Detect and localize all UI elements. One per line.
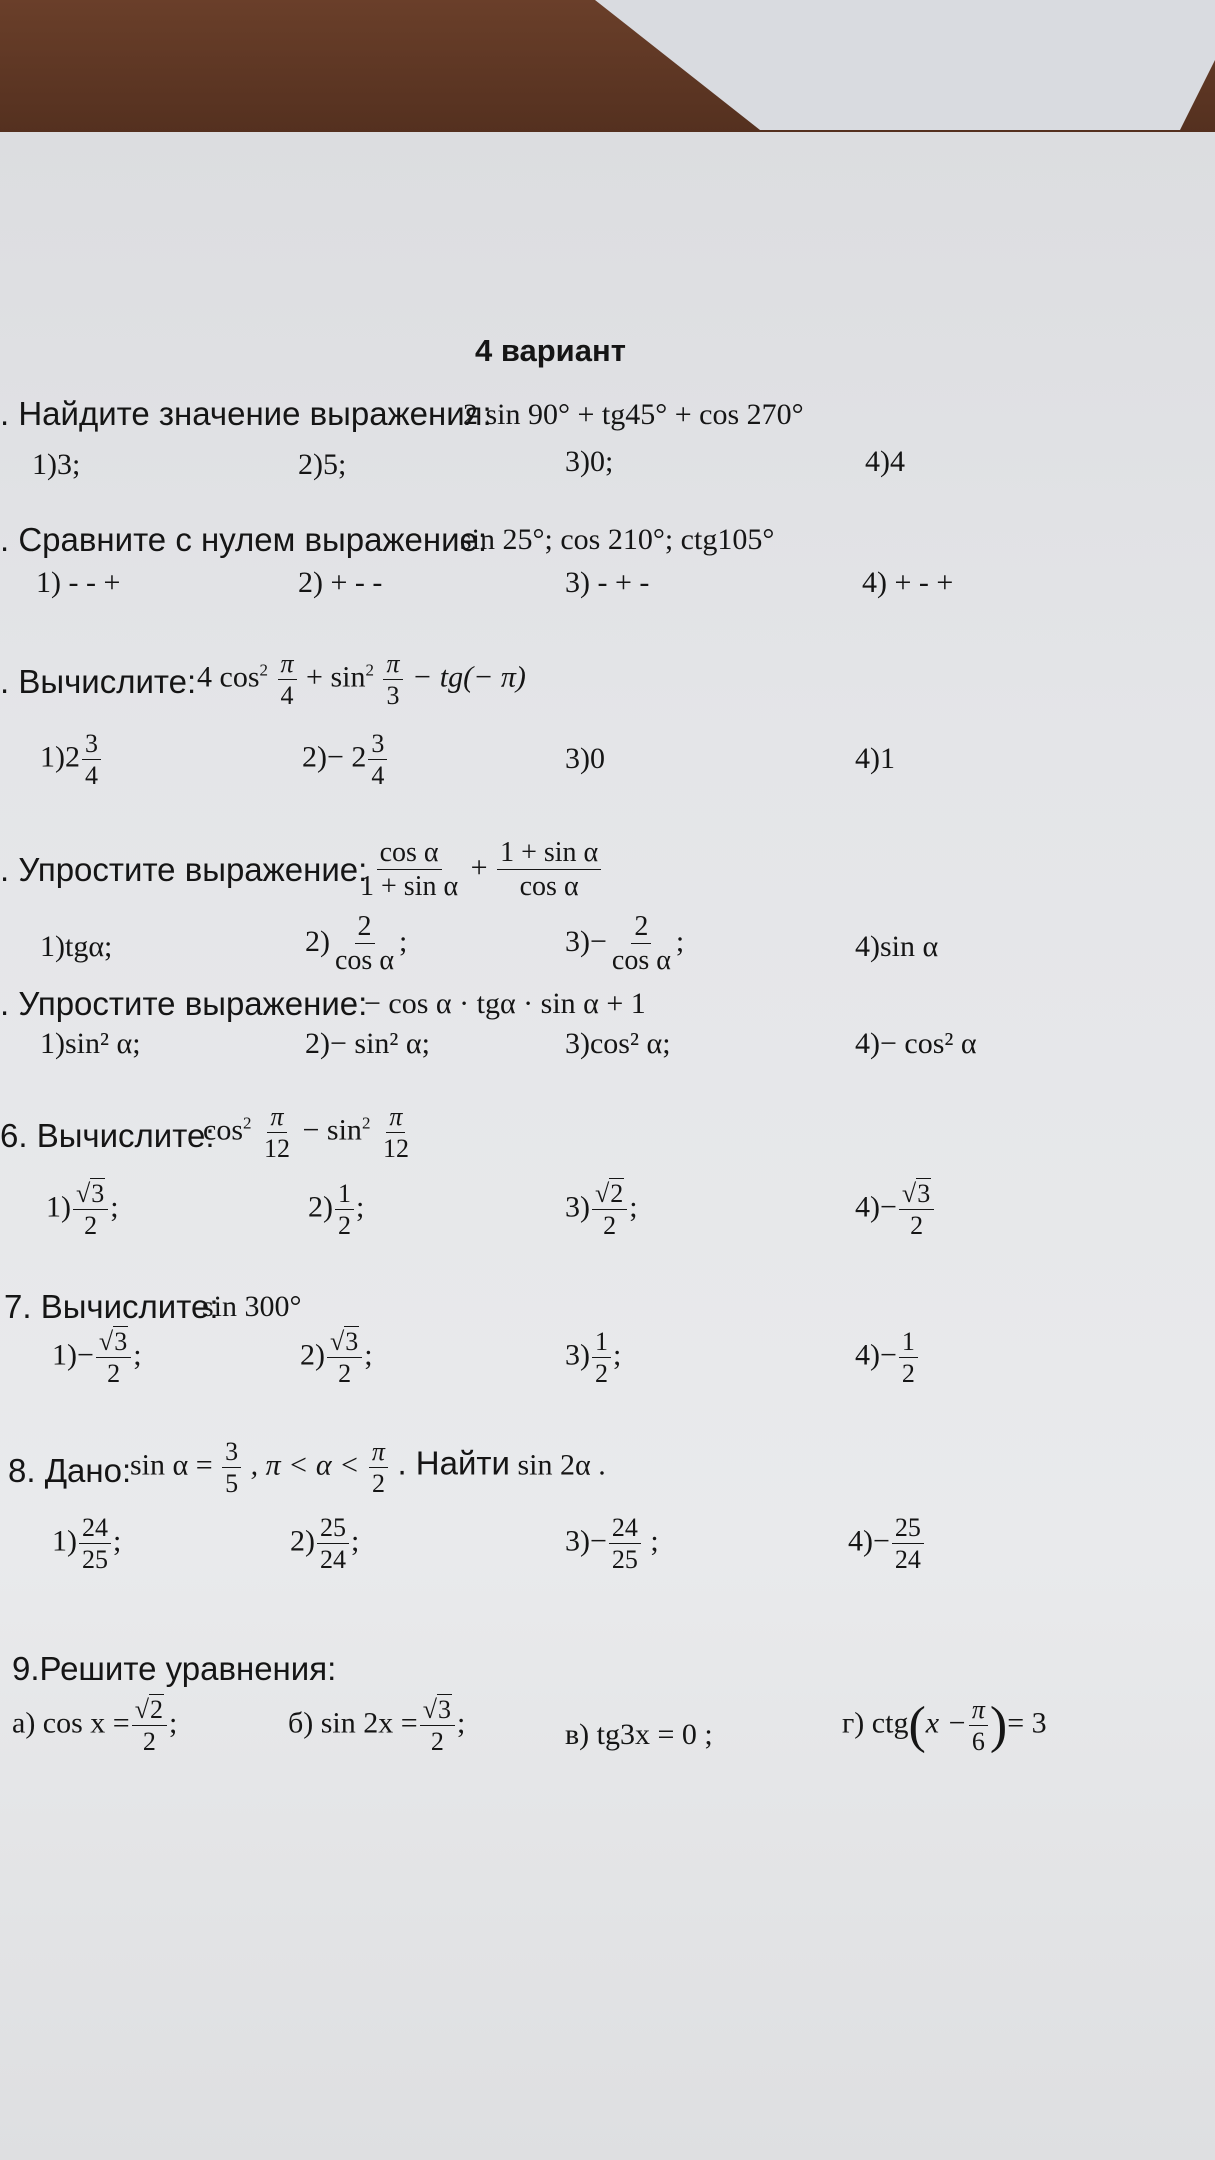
q6-option-1: 1) $\frac{√3}{2}$ ; bbox=[46, 1179, 119, 1241]
q3-option-2: 2)− 2 $\frac{3}{4}$ bbox=[302, 730, 389, 790]
q6-expression: $\cos^2$ $\frac{\pi}{12}$ − $\sin^2$ $\frac{\pi}{12}$ bbox=[203, 1102, 409, 1164]
variant-title: 4 вариант bbox=[475, 333, 626, 368]
pi-over-3: $\frac{\pi}{3}$ bbox=[383, 650, 402, 710]
q2-option-4: 4) + - + bbox=[862, 566, 954, 599]
q4-option-4: 4)sin α bbox=[855, 930, 939, 963]
q9-part-c: в) tg3x = 0 ; bbox=[565, 1718, 713, 1751]
q2-option-2: 2) + - - bbox=[298, 566, 383, 599]
q2-expression: sin 25°; cos 210°; ctg105° bbox=[460, 523, 775, 556]
q3-option-3: 3)0 bbox=[565, 742, 605, 775]
q3-expression: 4 $\cos^2$ $\frac{\pi}{4}$ + $\sin^2$ $\frac{\pi}{3}$ − tg(− π) bbox=[197, 649, 526, 711]
q1-option-4: 4)4 bbox=[865, 445, 905, 478]
q7-option-4: 4)− $\frac{1}{2}$ bbox=[855, 1328, 920, 1388]
q4-expression: $\frac{\text{cos α}}{\text{1 + sin α}}$ + $\frac{\text{1 + sin α}}{\text{cos α}}$ bbox=[355, 838, 603, 902]
q7-option-3: 3) $\frac{1}{2}$ ; bbox=[565, 1327, 622, 1389]
q8-expression: sin α = $\frac{3}{5}$ , π < α < $\frac{\pi}{2}$ . Найти sin 2α . bbox=[130, 1437, 606, 1499]
q5-option-3: 3)cos² α; bbox=[565, 1027, 671, 1060]
q6-option-2: 2) $\frac{1}{2}$ ; bbox=[308, 1179, 365, 1241]
q9-part-b: б) sin 2x = $\frac{√3}{2}$ ; bbox=[288, 1695, 466, 1757]
q1-option-3: 3)0; bbox=[565, 445, 614, 478]
q2-text: . Сравните с нулем выражение: bbox=[0, 521, 488, 558]
q5-expression: − cos α · tgα · sin α + 1 bbox=[364, 987, 646, 1020]
q5-option-1: 1)sin² α; bbox=[40, 1027, 141, 1060]
q3-option-4: 4)1 bbox=[855, 742, 895, 775]
q8-text: 8. Дано: bbox=[8, 1452, 132, 1489]
q8-option-2: 2) $\frac{25}{24}$ ; bbox=[290, 1513, 360, 1575]
q4-option-3: 3)− $\frac{2}{\text{cos α}}$ ; bbox=[565, 911, 685, 977]
q9-part-a: а) cos x = $\frac{√2}{2}$ ; bbox=[12, 1695, 178, 1757]
q1-option-1: 1)3; bbox=[32, 448, 81, 481]
q7-expression: sin 300° bbox=[202, 1290, 302, 1323]
q7-option-1: 1)− $\frac{√3}{2}$ ; bbox=[52, 1327, 142, 1389]
q9-text: 9.Решите уравнения: bbox=[12, 1650, 337, 1687]
q6-option-4: 4)− $\frac{√3}{2}$ bbox=[855, 1180, 936, 1240]
q4-option-2: 2) $\frac{2}{\text{cos α}}$ ; bbox=[305, 911, 408, 977]
q6-text: 6. Вычислите: bbox=[0, 1117, 215, 1154]
q1-expression: 2 sin 90° + tg45° + cos 270° bbox=[463, 398, 804, 431]
q3-option-1: 1)2 $\frac{3}{4}$ bbox=[40, 730, 103, 790]
pi-over-4: $\frac{\pi}{4}$ bbox=[278, 650, 297, 710]
q8-option-3: 3)− $\frac{24}{25}$ ; bbox=[565, 1513, 659, 1575]
q8-option-1: 1) $\frac{24}{25}$ ; bbox=[52, 1513, 122, 1575]
q3-text: . Вычислите: bbox=[0, 663, 197, 700]
q7-text: 7. Вычислите: bbox=[4, 1288, 219, 1325]
q6-option-3: 3) $\frac{√2}{2}$ ; bbox=[565, 1179, 638, 1241]
q5-option-4: 4)− cos² α bbox=[855, 1027, 977, 1060]
q9-part-d: г) ctg(x − $\frac{\pi}{6}$ )= 3 bbox=[842, 1695, 1047, 1757]
q4-text: . Упростите выражение: bbox=[0, 851, 368, 888]
q2-option-1: 1) - - + bbox=[36, 566, 121, 599]
q7-option-2: 2) $\frac{√3}{2}$ ; bbox=[300, 1327, 373, 1389]
q8-option-4: 4)− $\frac{25}{24}$ bbox=[848, 1514, 926, 1574]
q4-option-1: 1)tgα; bbox=[40, 930, 113, 963]
q5-text: . Упростите выражение: bbox=[0, 985, 368, 1022]
q1-option-2: 2)5; bbox=[298, 448, 347, 481]
q5-option-2: 2)− sin² α; bbox=[305, 1027, 430, 1060]
q1-text: . Найдите значение выражения: bbox=[0, 395, 492, 432]
q2-option-3: 3) - + - bbox=[565, 566, 650, 599]
